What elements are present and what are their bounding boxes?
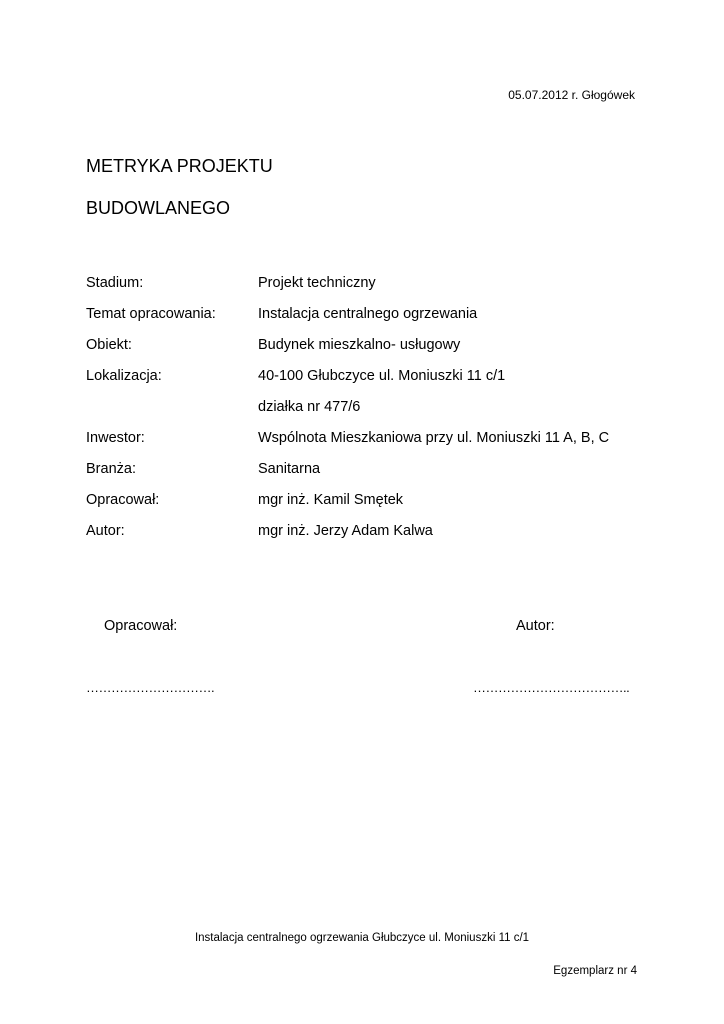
meta-row-stage xyxy=(86,275,656,306)
meta-row-investor xyxy=(86,430,656,461)
page-footer: Instalacja centralnego ogrzewania Głubczyce ul. Moniuszki 11 c/1 xyxy=(194,932,530,944)
meta-value: Instalacja centralnego ogrzewania xyxy=(258,306,478,322)
project-metadata xyxy=(86,275,656,554)
meta-row-location xyxy=(86,368,656,399)
meta-label: Lokalizacja: xyxy=(86,368,162,384)
meta-row-branch xyxy=(86,461,656,492)
meta-value: 40-100 Głubczyce ul. Moniuszki 11 c/1 xyxy=(258,368,506,384)
meta-row-object xyxy=(86,337,656,368)
meta-value: mgr inż. Jerzy Adam Kalwa xyxy=(258,523,433,539)
meta-label: Temat opracowania: xyxy=(86,306,216,322)
signature-label-prepared-by: Opracował: xyxy=(104,618,178,634)
meta-row-author xyxy=(86,523,656,554)
meta-label: Autor: xyxy=(86,523,125,539)
meta-label: Stadium: xyxy=(86,275,144,291)
meta-label: Obiekt: xyxy=(86,337,132,353)
meta-value: Wspólnota Mieszkaniowa przy ul. Moniuszki 11 A, B, C xyxy=(258,430,610,446)
meta-label: Branża: xyxy=(86,461,136,477)
meta-value: Projekt techniczny xyxy=(258,275,376,291)
meta-value: działka nr 477/6 xyxy=(258,399,361,415)
meta-value: mgr inż. Kamil Smętek xyxy=(258,492,404,508)
signature-line-author: ……………………………….. xyxy=(473,680,630,695)
copy-number: Egzemplarz nr 4 xyxy=(553,965,637,977)
meta-row-subject xyxy=(86,306,656,337)
document-title-line-2: BUDOWLANEGO xyxy=(86,198,231,218)
meta-row-plot xyxy=(86,399,656,430)
meta-value: Sanitarna xyxy=(258,461,321,477)
document-title-line-1: METRYKA PROJEKTU xyxy=(86,156,273,176)
meta-value: Budynek mieszkalno- usługowy xyxy=(258,337,461,353)
date-place: 05.07.2012 r. Głogówek xyxy=(508,88,635,102)
meta-label: Inwestor: xyxy=(86,430,145,446)
signature-line-prepared-by: …………………………. xyxy=(86,680,215,695)
signature-label-author: Autor: xyxy=(516,618,555,634)
meta-row-prepared-by xyxy=(86,492,656,523)
meta-label: Opracował: xyxy=(86,492,160,508)
